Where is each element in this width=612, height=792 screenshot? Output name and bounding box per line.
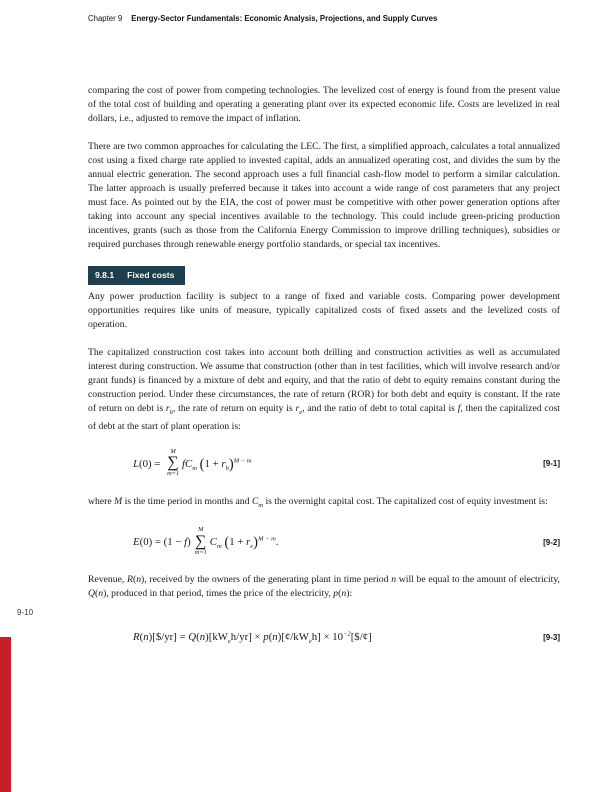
- equation-9-1-formula: [133, 447, 252, 478]
- equation-9-3-formula: R(n)[$/yr] = $Q(n)[kW_eh/yr]$ × $p(n)[¢/kW_eh]$ × $10^{-2}[\$/¢]$: [133, 630, 372, 645]
- summation-symbol: [195, 527, 207, 556]
- sigma-icon: ∑: [195, 532, 207, 550]
- red-accent-bar: [0, 637, 11, 792]
- chapter-title: Energy-Sector Fundamentals: Economic Analysis, Projections, and Supply Curves: [131, 14, 438, 23]
- sigma-icon: ∑: [167, 454, 179, 472]
- equation-rhs: $fC_m$ $(1 + r_b)^{M - m}$: [182, 456, 252, 473]
- paragraph-overnight-capital: where M is the time period in months and $C_m$ is the overnight capital cost. The capitalized cost of equity investment is:: [88, 495, 548, 509]
- section-number: 9.8.1: [95, 270, 115, 280]
- body-text-column: [88, 84, 560, 665]
- summation-lower-limit: m=1: [194, 548, 207, 556]
- equation-number: [9-1]: [543, 459, 560, 469]
- paragraph-lec-approaches: There are two common approaches for calculating the LEC. The first, a simplified approach, calculates a total annualized cost using a fixed charge rate applied to invested capital, adds an annualized operating cost, and divides the sum by the annual electric generation. The second approach uses a full financial cash-flow model to perform a similar calculation. The latter approach is usually preferred because it takes into account a wide range of cost parameters that any project must face. As pointed out by the EIA, the cost of power must be competitive with other power generation options after taking into account any special incentives available to the technology. This could include green-pricing production incentives, grants (such as those from the California Energy Commission to improve drilling techniques), subsidies or required purchases through renewable energy portfolio standards, or special tax incentives.: [88, 141, 560, 250]
- paragraph-levelized-cost: comparing the cost of power from competing technologies. The levelized cost of energy is found from the present value of the total cost of building and operating a generating plant over its expected economic life. Costs are levelized in real dollars, i.e., adjusted to remove the impact of inflation.: [88, 85, 560, 124]
- summation-symbol: [167, 449, 179, 478]
- paragraph-fixed-variable-costs: Any power production facility is subject to a range of fixed and variable costs. Comparing power development opportunities requires like units of measure, typically capitalized costs of fixed assets and the levelized costs of operation.: [88, 291, 560, 330]
- paragraph-revenue: Revenue, R(n), received by the owners of the generating plant in time period n will be equal to the amount of electricity, Q(n), produced in that period, times the price of the electricity, p(n):: [88, 574, 560, 600]
- equation-9-2-formula: [133, 526, 279, 556]
- equation-rhs: $C_m$ $(1 + r_e)^{M - m}$.: [209, 534, 279, 551]
- section-heading: [88, 266, 185, 285]
- equation-number: [9-2]: [543, 537, 560, 547]
- equation-9-1: [133, 447, 560, 479]
- equation-9-3: [133, 627, 560, 649]
- summation-lower-limit: m=1: [167, 470, 180, 478]
- summation-upper-limit: M: [170, 447, 176, 455]
- section-title: Fixed costs: [127, 270, 175, 280]
- equation-lhs: E(0) = (1 − f): [133, 536, 191, 549]
- chapter-label: Chapter 9: [88, 14, 123, 23]
- equation-lhs: L(0) =: [133, 457, 164, 470]
- summation-upper-limit: M: [198, 526, 204, 534]
- page-number: 9-10: [17, 608, 34, 617]
- equation-number: [9-3]: [543, 632, 560, 642]
- running-header: [88, 14, 560, 23]
- equation-9-2: [133, 528, 560, 557]
- paragraph-capitalized-construction: The capitalized construction cost takes into account both drilling and construction activities as well as accumulated interest during construction. We assume that construction (other than in test facilities, which will involve research and/or grant funds) is financed by a mixture of debt and equity, and that the ratio of debt to equity remains constant during the construction period. Under these circumstances, the rate of return (ROR) for both debt and equity is constant. If the rate of return on debt is $r_b$, the rate of return on equity is $r_e$, and the ratio of debt to total capital is f, then the capitalized cost of debt at the start of plant operation is:: [88, 347, 561, 432]
